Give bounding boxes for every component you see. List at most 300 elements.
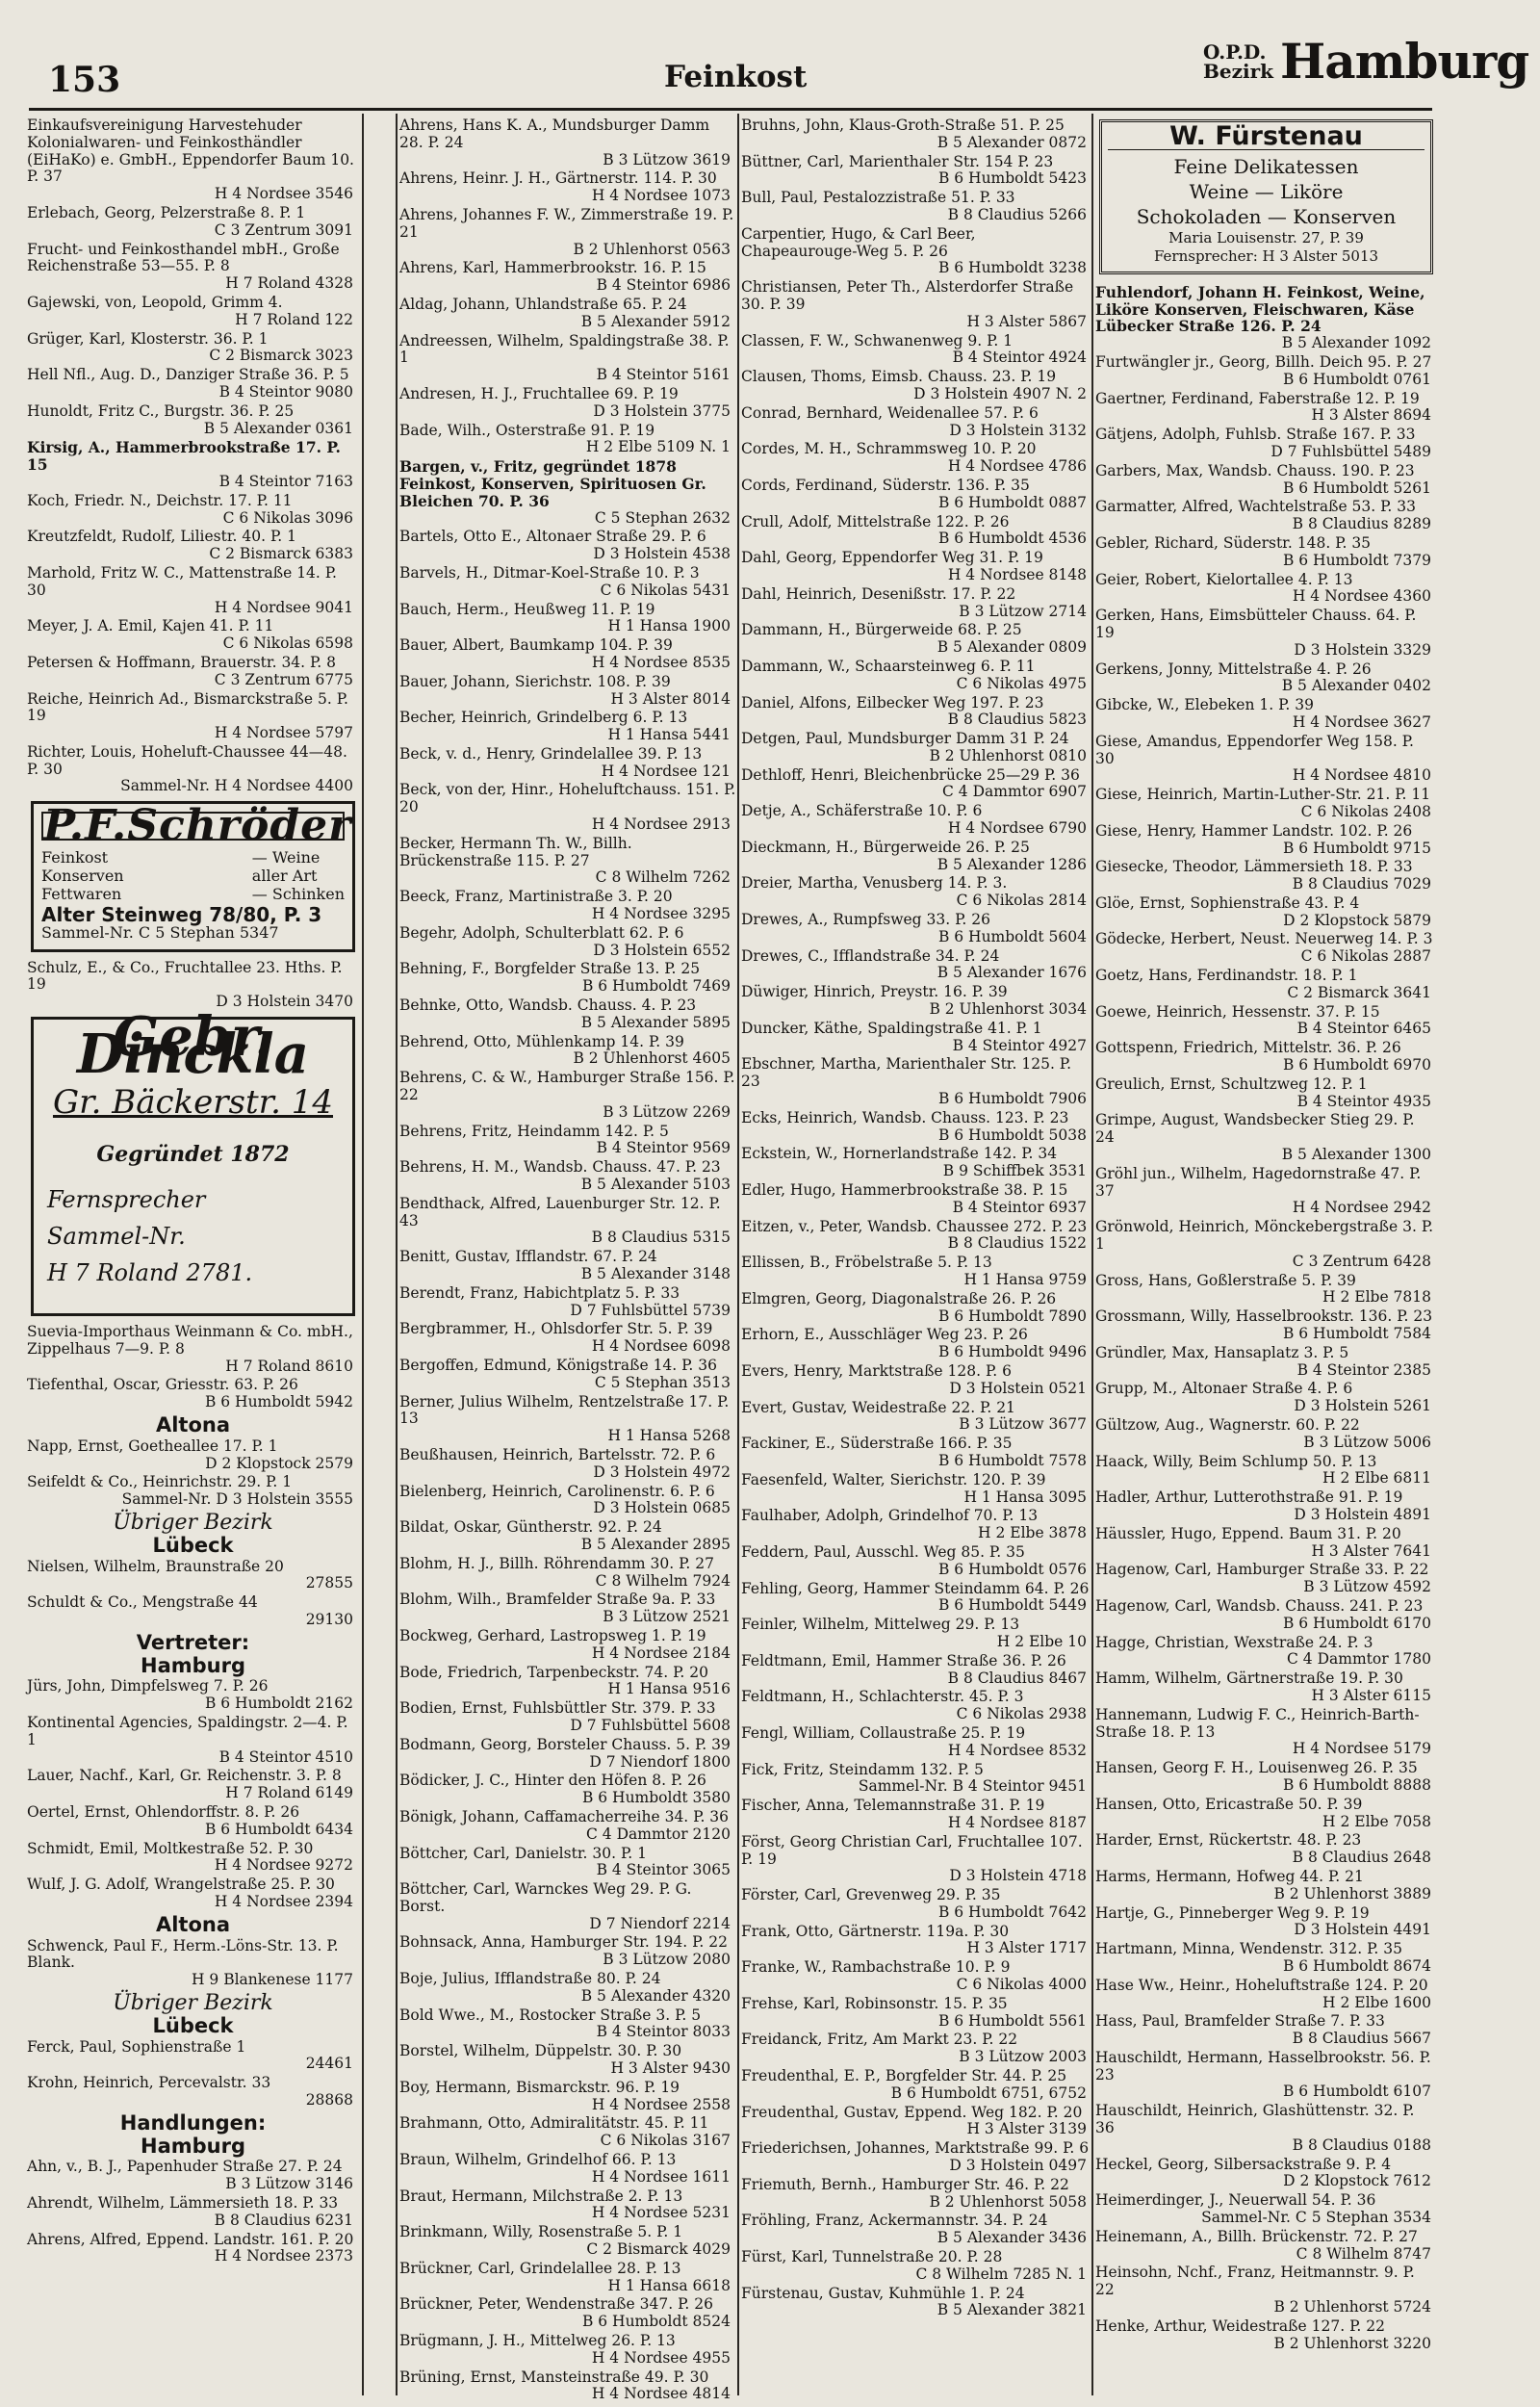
directory-entry [27,439,359,490]
entry-phone: D 3 Holstein 3470 [216,993,353,1011]
directory-entry [741,405,1092,440]
entry-phone: H 4 Nordsee 6098 [591,1337,731,1356]
entry-phone: B 8 Claudius 1522 [947,1234,1087,1253]
entry-name-address: Dammann, H., Bürgerweide 68. P. 25 [741,621,1022,639]
entry-phone: B 5 Alexander 0361 [203,419,353,437]
directory-entry [1095,1489,1437,1524]
entry-name-address: Ahrens, Johannes F. W., Zimmerstraße 19. P. 21 [399,205,734,241]
directory-entry [399,117,736,168]
entry-name-address: Borstel, Wilhelm, Düppelstr. 30. P. 30 [399,2042,682,2060]
directory-entry [399,710,736,744]
entry-phone: B 6 Humboldt 7469 [581,977,731,996]
entry-name-address: Garmatter, Alfred, Wachtelstraße 53. P. 33 [1095,498,1416,516]
entry-name-address: Faesenfeld, Walter, Sierichstr. 120. P. 39 [741,1470,1046,1488]
entry-phone: B 3 Lützow 4592 [1303,1578,1431,1596]
entry-phone: B 6 Humboldt 9496 [937,1343,1087,1361]
directory-entry [741,1056,1092,1107]
entry-phone: B 6 Humboldt 5449 [937,1596,1087,1615]
entry-phone: B 8 Claudius 6231 [214,2211,353,2229]
entry-name-address: Fröhling, Franz, Ackermannstr. 34. P. 24 [741,2212,1048,2230]
directory-entry [27,295,359,329]
entry-name-address: Barvels, H., Ditmar-Koel-Straße 10. P. 3 [399,563,700,582]
entry-name-address: Furtwängler jr., Georg, Billh. Deich 95. P. 27 [1095,352,1432,371]
entry-name-address: Seifeldt & Co., Heinrichstr. 29. P. 1 [27,1473,293,1491]
entry-name-address: Detgen, Paul, Mundsburger Damm 31 P. 24 [741,730,1069,748]
directory-entry [741,478,1092,512]
directory-entry [741,550,1092,584]
entry-name-address: Bauer, Albert, Baumkamp 104. P. 39 [399,636,673,655]
directory-entry [27,331,359,366]
directory-entry [27,1678,359,1713]
entry-name-address: Carpentier, Hugo, & Carl Beer, Chapeaurouge-Weg 5. P. 26 [741,224,976,260]
directory-entry [27,117,359,203]
entry-phone: B 2 Uhlenhorst 3034 [929,1000,1087,1019]
entry-phone: D 3 Holstein 0521 [949,1379,1087,1397]
entry-phone: B 6 Humboldt 5942 [204,1393,353,1411]
entry-name-address: Kreutzfeldt, Rudolf, Liliestr. 40. P. 1 [27,528,296,546]
directory-entry [741,1146,1092,1180]
entry-name-address: Fick, Fritz, Steindamm 132. P. 5 [741,1760,984,1778]
entry-phone: B 5 Alexander 1300 [1281,1146,1431,1164]
entry-phone: H 4 Nordsee 4786 [947,457,1087,476]
directory-entry [1095,391,1437,426]
entry-name-address: Brückner, Carl, Grindelallee 28. P. 13 [399,2259,681,2277]
directory-entry [741,1959,1092,1994]
entry-phone: C 6 Nikolas 2814 [956,892,1087,910]
entry-phone: B 6 Humboldt 7906 [937,1090,1087,1108]
entry-name-address: Bockweg, Gerhard, Lastropsweg 1. P. 19 [399,1626,706,1644]
entry-phone: Sammel-Nr. H 4 Nordsee 4400 [120,777,353,795]
directory-entry [1095,787,1437,821]
entry-phone: H 3 Alster 8014 [610,689,731,708]
entry-name-address: Daniel, Alfons, Eilbecker Weg 197. P. 23 [741,693,1044,712]
entry-name-address: Förster, Carl, Grevenweg 29. P. 35 [741,1886,1001,1904]
entry-phone: B 4 Steintor 4935 [1296,1092,1431,1110]
entry-name-address: Först, Georg Christian Carl, Fruchtallee 107. P. 19 [741,1832,1083,1868]
section-heading: Hamburg [141,2134,245,2158]
directory-entry [741,2213,1092,2247]
entry-phone: B 2 Uhlenhorst 4605 [573,1049,731,1068]
entry-phone: H 4 Nordsee 9272 [214,1856,353,1875]
directory-entry [1095,823,1437,858]
directory-entry [399,458,736,527]
entry-phone: D 7 Fuhlsbüttel 5739 [570,1301,731,1319]
entry-phone: D 3 Holstein 0497 [949,2157,1087,2175]
entry-phone: H 3 Alster 6115 [1311,1686,1431,1704]
entry-phone: B 2 Uhlenhorst 5724 [1273,2298,1431,2316]
directory-entry [27,1804,359,1839]
directory-entry [399,386,736,421]
directory-entry [741,767,1092,802]
directory-entry [27,2232,359,2266]
entry-phone: H 4 Nordsee 1611 [591,2167,731,2186]
entry-phone: B 3 Lützow 2269 [603,1102,731,1121]
subsection-heading: Übriger Bezirk [113,1511,273,1536]
entry-phone: H 9 Blankenese 1177 [191,1971,353,1989]
entry-phone: C 3 Zentrum 6775 [214,670,353,688]
entry-phone: H 2 Elbe 3878 [978,1524,1087,1542]
entry-name-address: Giese, Heinrich, Martin-Luther-Str. 21. P. 11 [1095,786,1431,804]
directory-entry [399,2296,736,2331]
entry-name-address: Nielsen, Wilhelm, Braunstraße 20 [27,1557,284,1575]
directory-entry [1095,1004,1437,1039]
entry-phone: C 6 Nikolas 2408 [1300,802,1431,820]
entry-name-address: Behrens, Fritz, Heindamm 142. P. 5 [399,1122,669,1140]
entry-phone: H 4 Nordsee 5231 [591,2204,731,2222]
directory-entry [1095,1219,1437,1270]
entry-phone: B 4 Steintor 6986 [596,276,731,295]
advert-phone: Sammel-Nr. C 5 Stephan 5347 [41,922,279,942]
directory-entry [741,1544,1092,1579]
advert-schroeder: P.F.Schröder Feinkost Konserven Fettwaren — Weine aller Art — Schinken Alter Steinweg 78/80, P. 3 Sammel-Nr. C 5 Stephan 5347 [31,801,355,951]
directory-entry [1095,2229,1437,2264]
entry-phone: B 3 Lützow 2714 [959,602,1087,620]
directory-entry [399,1846,736,1880]
entry-phone: B 3 Lützow 2003 [959,2048,1087,2066]
directory-entry [399,2007,736,2042]
entry-phone: C 8 Wilhelm 8747 [1296,2244,1431,2263]
entry-phone: H 4 Nordsee 3546 [214,185,353,203]
advert-address: Maria Louisenstr. 27, P. 39 [1168,228,1364,246]
directory-entry [399,1773,736,1807]
directory-entry [1095,1076,1437,1111]
entry-name-address: Harder, Ernst, Rückertstr. 48. P. 23 [1095,1831,1362,1850]
entry-name-address: Dammann, W., Schaarsteinweg 6. P. 11 [741,657,1036,675]
entry-name-address: Dethloff, Henri, Bleichenbrücke 25—29 P. 36 [741,765,1080,784]
entry-phone: C 8 Wilhelm 7285 N. 1 [915,2265,1087,2283]
directory-entry [399,1124,736,1158]
entry-phone: B 3 Lützow 3677 [959,1415,1087,1434]
entry-name-address: Grönwold, Heinrich, Mönckebergstraße 3. P. 1 [1095,1218,1434,1254]
entry-phone: H 2 Elbe 7058 [1322,1812,1431,1830]
directory-entry [1095,1832,1437,1867]
directory-entry [1095,1454,1437,1488]
directory-entry [1095,1526,1437,1561]
directory-entry [1095,1978,1437,2012]
entry-phone: B 6 Humboldt 7379 [1282,551,1431,569]
advert-dinckla [31,1005,355,1316]
advert-phone: Fernsprecher: H 3 Alster 5013 [1153,246,1379,265]
directory-entry [1095,2103,1437,2154]
entry-phone: H 4 Nordsee 6790 [947,819,1087,838]
entry-name-address: Beck, von der, Hinr., Hoheluftchauss. 151. P. 20 [399,781,736,816]
section-heading: Vertreter: [136,1630,250,1654]
entry-name-address: Berendt, Franz, Habichtplatz 5. P. 33 [399,1283,680,1302]
directory-entry [1095,2265,1437,2316]
entry-phone: H 2 Elbe 6811 [1322,1469,1431,1488]
directory-entry [399,1556,736,1591]
entry-name-address: Lauer, Nachf., Karl, Gr. Reichenstr. 3. P. 8 [27,1767,342,1785]
entry-name-address: Giese, Amandus, Eppendorfer Weg 158. P. 30 [1095,732,1414,767]
entry-phone: H 4 Nordsee 4360 [1292,587,1431,606]
entry-name-address: Eitzen, v., Peter, Wandsb. Chaussee 272. P. 23 [741,1217,1088,1235]
entry-name-address: Bartels, Otto E., Altonaer Straße 29. P. 6 [399,528,706,546]
directory-entry [27,2159,359,2193]
entry-phone: H 3 Alster 9430 [610,2059,731,2078]
entry-phone: H 3 Alster 1717 [966,1939,1087,1957]
entry-name-address: Hannemann, Ludwig F. C., Heinrich-Barth-Straße 18. P. 13 [1095,1705,1420,1741]
entry-phone: B 6 Humboldt 5561 [937,2011,1087,2030]
entry-phone: B 4 Steintor 5161 [596,366,731,384]
directory-entry [27,1594,359,1629]
entry-phone: B 6 Humboldt 9715 [1282,839,1431,857]
entry-phone: C 6 Nikolas 2887 [1300,947,1431,966]
entry-name-address: Düwiger, Hinrich, Preystr. 16. P. 39 [741,983,1008,1001]
entry-name-address: Goewe, Heinrich, Hessenstr. 37. P. 15 [1095,1002,1380,1021]
entry-name-address: Ferck, Paul, Sophienstraße 1 [27,2037,246,2056]
entry-phone: B 6 Humboldt 4536 [937,530,1087,548]
entry-name-address: Grupp, M., Altonaer Straße 4. P. 6 [1095,1380,1353,1398]
entry-phone: B 2 Uhlenhorst 3220 [1273,2334,1431,2352]
entry-phone: H 4 Nordsee 121 [601,762,731,780]
directory-entry [1095,572,1437,607]
entry-name-address: Boy, Hermann, Bismarckstr. 96. P. 19 [399,2078,680,2096]
entry-phone: B 8 Claudius 8289 [1292,515,1431,533]
entry-name-address: Behning, F., Borgfelder Straße 13. P. 25 [399,960,701,978]
directory-entry [741,441,1092,476]
entry-phone: H 4 Nordsee 2373 [214,2247,353,2265]
directory-entry [1095,1598,1437,1633]
entry-name-address: Hauschildt, Heinrich, Glashüttenstr. 32. P. 36 [1095,2102,1415,2137]
directory-entry [27,1324,359,1375]
directory-entry [741,226,1092,277]
directory-entry [399,2188,736,2223]
entry-name-address: Böttcher, Carl, Warnckes Weg 29. P. G. Borst. [399,1880,692,1915]
directory-entry [399,207,736,258]
entry-phone: C 6 Nikolas 3167 [600,2132,731,2150]
directory-entry [27,1559,359,1593]
entry-name-address: Hadler, Arthur, Lutterothstraße 91. P. 19 [1095,1488,1403,1507]
entry-phone: D 3 Holstein 4491 [1294,1921,1431,1939]
entry-phone: H 4 Nordsee 8532 [947,1741,1087,1759]
page-header [0,0,1540,106]
directory-entry [27,960,359,1011]
entry-name-address: Garbers, Max, Wandsb. Chauss. 190. P. 23 [1095,461,1415,479]
entry-phone: Sammel-Nr. C 5 Stephan 3534 [1201,2209,1431,2227]
entry-phone: C 8 Wilhelm 7262 [595,868,731,887]
entry-phone: C 4 Dammtor 6907 [942,783,1087,801]
entry-phone: B 6 Humboldt 5604 [937,927,1087,945]
entry-name-address: Faulhaber, Adolph, Grindelhof 70. P. 13 [741,1507,1039,1525]
entry-name-address: Classen, F. W., Schwanenweg 9. P. 1 [741,331,1014,349]
directory-entry [399,2224,736,2259]
entry-name-address: Bohnsack, Anna, Hamburger Str. 194. P. 22 [399,1933,728,1952]
directory-entry [741,117,1092,152]
entry-phone: B 6 Humboldt 2162 [204,1695,353,1713]
entry-phone: B 3 Lützow 3619 [603,150,731,168]
entry-name-address: Petersen & Hoffmann, Brauerstr. 34. P. 8 [27,653,337,671]
entry-phone: B 4 Steintor 2385 [1296,1360,1431,1379]
directory-entry [399,1665,736,1699]
entry-phone: B 5 Alexander 3436 [937,2229,1087,2247]
directory-entry [1095,859,1437,893]
directory-entry [399,565,736,600]
directory-entry [741,2140,1092,2175]
directory-entry [399,925,736,960]
entry-phone: B 5 Alexander 4320 [580,1986,731,2005]
entry-phone: B 5 Alexander 2895 [580,1535,731,1553]
entry-name-address: Gaertner, Ferdinand, Faberstraße 12. P. 19 [1095,389,1420,407]
entry-name-address: Bergbrammer, H., Ohlsdorfer Str. 5. P. 39 [399,1320,713,1338]
entry-name-address: Fischer, Anna, Telemannstraße 31. P. 19 [741,1797,1045,1815]
entry-phone: H 4 Nordsee 3295 [591,905,731,923]
directory-entry [1095,354,1437,389]
entry-name-address: Bauch, Herm., Heußweg 11. P. 19 [399,600,655,618]
entry-phone: D 3 Holstein 3132 [949,421,1087,439]
entry-phone: B 4 Steintor 4510 [218,1747,353,1766]
entry-phone: H 4 Nordsee 1073 [591,187,731,205]
entry-phone: B 5 Alexander 5895 [580,1013,731,1031]
entry-name-address: Geier, Robert, Kielortallee 4. P. 13 [1095,570,1353,588]
directory-entry [399,997,736,1032]
directory-entry [399,1737,736,1772]
directory-entry [27,2039,359,2074]
entry-phone: D 2 Klopstock 7612 [1283,2172,1431,2190]
entry-name-address: Bauer, Johann, Sierichstr. 108. P. 39 [399,672,671,690]
entry-name-address: Beußhausen, Heinrich, Bartelsstr. 72. P. 6 [399,1445,716,1463]
header-rule [29,108,1432,111]
entry-phone: C 2 Bismarck 3641 [1287,983,1431,1001]
entry-phone: 24461 [305,2055,353,2073]
entry-name-address: Henke, Arthur, Weidestraße 127. P. 22 [1095,2316,1385,2335]
directory-entry [1095,1417,1437,1452]
entry-phone: H 1 Hansa 9759 [963,1271,1087,1288]
entry-name-address: Suevia-Importhaus Weinmann & Co. mbH., Zippelhaus 7—9. P. 8 [27,1323,353,1358]
entry-phone: B 5 Alexander 5912 [580,312,731,330]
directory-entry [741,1255,1092,1289]
directory-entry [1095,499,1437,533]
entry-phone: B 6 Humboldt 8888 [1282,1775,1431,1794]
entry-phone: B 3 Lützow 3146 [225,2175,353,2193]
directory-entry [741,1363,1092,1398]
entry-name-address: Beck, v. d., Henry, Grindelallee 39. P. 13 [399,744,703,763]
page-title: Feinkost [664,60,808,94]
directory-entry [399,1881,736,1932]
entry-phone: B 4 Steintor 6465 [1296,1020,1431,1038]
entry-name-address: Blohm, H. J., Billh. Röhrendamm 30. P. 27 [399,1554,714,1572]
column-divider [396,114,398,2395]
entry-phone: B 5 Alexander 0809 [937,638,1087,657]
directory-entry [399,297,736,331]
entry-phone: H 4 Nordsee 2184 [591,1643,731,1662]
directory-entry [741,1834,1092,1885]
entry-name-address: Bendthack, Alfred, Lauenburger Str. 12. P. 43 [399,1194,721,1229]
entry-name-address: Freidanck, Fritz, Am Markt 23. P. 22 [741,2031,1018,2049]
entry-phone: H 2 Elbe 10 [996,1632,1087,1650]
entry-phone: H 1 Hansa 5441 [607,726,731,744]
directory-entry [1095,697,1437,732]
directory-entry [27,2195,359,2230]
directory-entry [741,154,1092,189]
entry-phone: H 7 Roland 4328 [225,274,353,293]
entry-name-address: Braut, Hermann, Milchstraße 2. P. 13 [399,2187,683,2205]
directory-entry [27,565,359,616]
entry-name-address: Häussler, Hugo, Eppend. Baum 31. P. 20 [1095,1524,1401,1542]
entry-name-address: Hartmann, Minna, Wendenstr. 312. P. 35 [1095,1940,1402,1958]
directory-entry [1095,1670,1437,1705]
directory-entry [399,961,736,996]
entry-phone: B 5 Alexander 1676 [937,964,1087,982]
entry-phone: C 4 Dammtor 1780 [1287,1650,1431,1669]
entry-phone: B 8 Claudius 5823 [947,711,1087,729]
directory-entry [399,1519,736,1554]
entry-name-address: Fackiner, E., Süderstraße 166. P. 35 [741,1435,1013,1453]
entry-name-address: Bönigk, Johann, Caffamacherreihe 34. P. 36 [399,1807,730,1825]
advert-address: Alter Steinweg 78/80, P. 3 [41,903,322,927]
entry-name-address: Becher, Heinrich, Grindelberg 6. P. 13 [399,709,688,727]
entry-name-address: Büttner, Carl, Marienthaler Str. 154 P. 23 [741,152,1054,170]
directory-entry [1095,1635,1437,1669]
subsection-heading: Übriger Bezirk [113,1990,273,2015]
directory-entry [399,2115,736,2150]
directory-entry [399,1034,736,1069]
directory-entry [1095,734,1437,785]
entry-name-address: Hansen, Otto, Ericastraße 50. P. 39 [1095,1795,1363,1813]
entry-name-address: Grossmann, Willy, Hasselbrookstr. 136. P. 23 [1095,1307,1433,1326]
advert-firm-name: W. Fürstenau [1108,128,1424,150]
directory-entry [399,2043,736,2078]
entry-phone: H 7 Roland 6149 [225,1784,353,1802]
entry-phone: C 6 Nikolas 3096 [222,508,353,527]
entry-name-address: Dahl, Heinrich, Desenißstr. 17. P. 22 [741,584,1016,603]
directory-entry [27,1474,359,1509]
entry-phone: D 3 Holstein 4891 [1294,1505,1431,1523]
entry-name-address: Evert, Gustav, Weidestraße 22. P. 21 [741,1398,1015,1416]
directory-entry [741,1110,1092,1145]
entry-phone: D 7 Niendorf 1800 [589,1752,731,1771]
entry-name-address: Harms, Hermann, Hofweg 44. P. 21 [1095,1867,1364,1885]
entry-name-address: Fürst, Karl, Tunnelstraße 20. P. 28 [741,2248,1003,2266]
directory-entry [399,2152,736,2187]
directory-entry [399,170,736,205]
entry-name-address: Wulf, J. G. Adolf, Wrangelstraße 25. P. 30 [27,1876,335,1894]
entry-name-address: Meyer, J. A. Emil, Kajen 41. P. 11 [27,617,274,635]
entry-name-address: Schmidt, Emil, Moltkestraße 52. P. 30 [27,1839,314,1857]
entry-name-address: Edler, Hugo, Hammerbrookstraße 38. P. 15 [741,1181,1068,1200]
directory-entry [399,1321,736,1356]
entry-phone: H 1 Hansa 9516 [607,1680,731,1698]
directory-entry [399,1592,736,1626]
entry-name-address: Andreessen, Wilhelm, Spaldingstraße 38. P. 1 [399,331,730,367]
directory-entry [741,1996,1092,2031]
entry-name-address: Ahrens, Hans K. A., Mundsburger Damm 28. P. 24 [399,116,710,151]
entry-name-address: Marhold, Fritz W. C., Mattenstraße 14. P. 30 [27,563,337,599]
entry-name-address: Hase Ww., Heinr., Hoheluftstraße 124. P. 20 [1095,1976,1428,1994]
directory-entry [741,948,1092,983]
entry-name-address: Aldag, Johann, Uhlandstraße 65. P. 24 [399,295,687,313]
entry-phone: B 4 Steintor 4927 [952,1036,1087,1054]
entry-name-address: Heinsohn, Nchf., Franz, Heitmannstr. 9. P. 22 [1095,2264,1415,2299]
directory-entry [741,840,1092,874]
entry-name-address: Böttcher, Carl, Danielstr. 30. P. 1 [399,1844,647,1862]
entry-name-address: Dreier, Martha, Venusberg 14. P. 3. [741,874,1008,893]
entry-name-address: Heimerdinger, J., Neuerwall 54. P. 36 [1095,2191,1376,2210]
directory-entry [399,423,736,457]
section-heading: Hamburg [141,1653,245,1677]
directory-entry [399,1196,736,1247]
directory-entry [741,1508,1092,1542]
entry-name-address: Gottspenn, Friedrich, Mittelstr. 36. P. 26 [1095,1039,1401,1057]
entry-name-address: Greulich, Ernst, Schultzweg 12. P. 1 [1095,1074,1368,1093]
entry-name-address: Schuldt & Co., Mengstraße 44 [27,1593,258,1612]
entry-name-address: Gültzow, Aug., Wagnerstr. 60. P. 22 [1095,1416,1360,1434]
directory-entry [1095,895,1437,930]
entry-name-address: Feldtmann, H., Schlachterstr. 45. P. 3 [741,1688,1024,1706]
directory-entry [1095,284,1437,352]
entry-phone: H 1 Hansa 6618 [607,2276,731,2294]
entry-phone: C 6 Nikolas 6598 [222,634,353,653]
directory-entry [741,1182,1092,1217]
